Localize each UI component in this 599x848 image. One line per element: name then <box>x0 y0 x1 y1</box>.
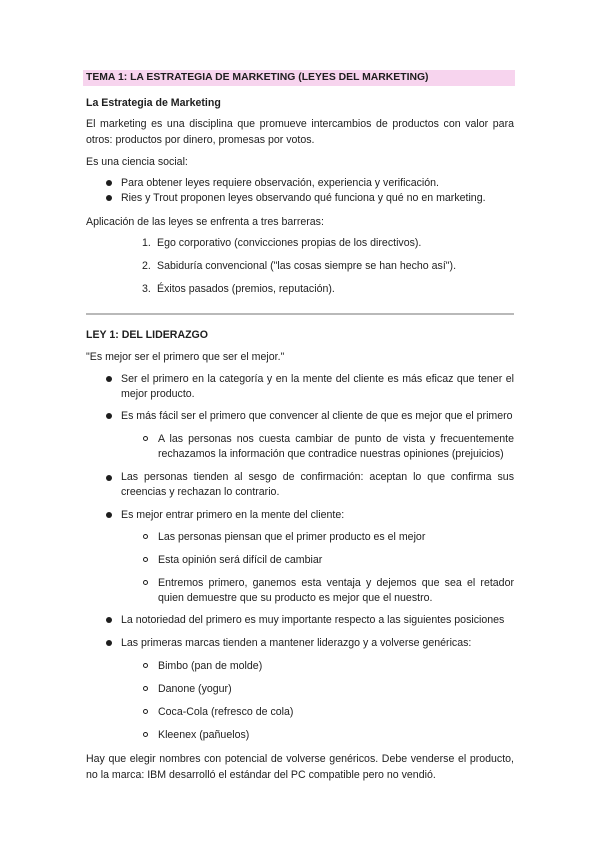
sub-bullet-icon <box>143 436 148 441</box>
bullet-icon <box>106 413 112 419</box>
section-heading-ley1: LEY 1: DEL LIDERAZGO <box>86 329 209 341</box>
list-item: Kleenex (pañuelos) <box>158 729 250 741</box>
list-item: Sabiduría convencional ("las cosas siempre se han hecho así"). <box>157 260 457 272</box>
section-heading-estrategia: La Estrategia de Marketing <box>86 97 221 109</box>
sub-bullet-icon <box>143 534 148 539</box>
list-item: Ego corporativo (convicciones propias de los directivos). <box>157 237 422 249</box>
bullet-icon <box>106 180 112 186</box>
list-item: A las personas nos cuesta cambiar de punto de vista y frecuentemente rechazamos la información que contradice nuestras opiniones (prejuicios) <box>158 433 514 460</box>
list-number: 2. <box>142 260 151 272</box>
list-item: Entremos primero, ganemos esta ventaja y dejemos que sea el retador quien demuestre que su producto es mejor que el nuestro. <box>158 577 514 604</box>
sub-bullet-icon <box>143 709 148 714</box>
list-item: Esta opinión será difícil de cambiar <box>158 554 323 566</box>
sub-bullet-icon <box>143 580 148 585</box>
closing-paragraph: Hay que elegir nombres con potencial de volverse genéricos. Debe venderse el producto, no la marca: IBM desarrolló el estándar del PC compatible pero no vendió. <box>86 753 514 781</box>
bullet-icon <box>106 195 112 201</box>
bullet-icon <box>106 617 112 623</box>
sub-bullet-icon <box>143 557 148 562</box>
list-item: Las primeras marcas tienden a mantener liderazgo y a volverse genéricas: <box>121 637 472 649</box>
bullet-icon <box>106 640 112 646</box>
list-item: Es más fácil ser el primero que convencer al cliente de que es mejor que el primero <box>121 410 513 422</box>
document-title: TEMA 1: LA ESTRATEGIA DE MARKETING (LEYES DEL MARKETING) <box>86 72 429 83</box>
sub-bullet-icon <box>143 686 148 691</box>
list-item: La notoriedad del primero es muy importante respecto a las siguientes posiciones <box>121 614 505 626</box>
barriers-label: Aplicación de las leyes se enfrenta a tres barreras: <box>86 216 324 228</box>
list-item: Coca-Cola (refresco de cola) <box>158 706 294 718</box>
list-number: 1. <box>142 237 151 249</box>
list-item: Las personas piensan que el primer producto es el mejor <box>158 531 426 543</box>
list-item: Éxitos pasados (premios, reputación). <box>157 283 335 295</box>
list-item: Las personas tienden al sesgo de confirmación: aceptan lo que confirma sus creencias y rechazan lo contrario. <box>121 471 514 498</box>
section-divider <box>86 313 514 315</box>
quote-text: "Es mejor ser el primero que ser el mejor." <box>86 351 285 363</box>
bullet-icon <box>106 376 112 382</box>
list-number: 3. <box>142 283 151 295</box>
list-item: Bimbo (pan de molde) <box>158 660 263 672</box>
list-item: Para obtener leyes requiere observación, experiencia y verificación. <box>121 177 439 189</box>
bullet-icon <box>106 475 112 481</box>
list-item: Ries y Trout proponen leyes observando qué funciona y qué no en marketing. <box>121 192 486 204</box>
intro-paragraph: El marketing es una disciplina que promueve intercambios de productos con valor para otros: productos por dinero, promesas por votos. <box>86 118 514 146</box>
list-item: Es mejor entrar primero en la mente del cliente: <box>121 509 345 521</box>
sub-bullet-icon <box>143 732 148 737</box>
social-science-label: Es una ciencia social: <box>86 156 188 168</box>
bullet-icon <box>106 512 112 518</box>
sub-bullet-icon <box>143 663 148 668</box>
list-item: Danone (yogur) <box>158 683 232 695</box>
list-item: Ser el primero en la categoría y en la mente del cliente es más eficaz que tener el mejor producto. <box>121 373 514 400</box>
